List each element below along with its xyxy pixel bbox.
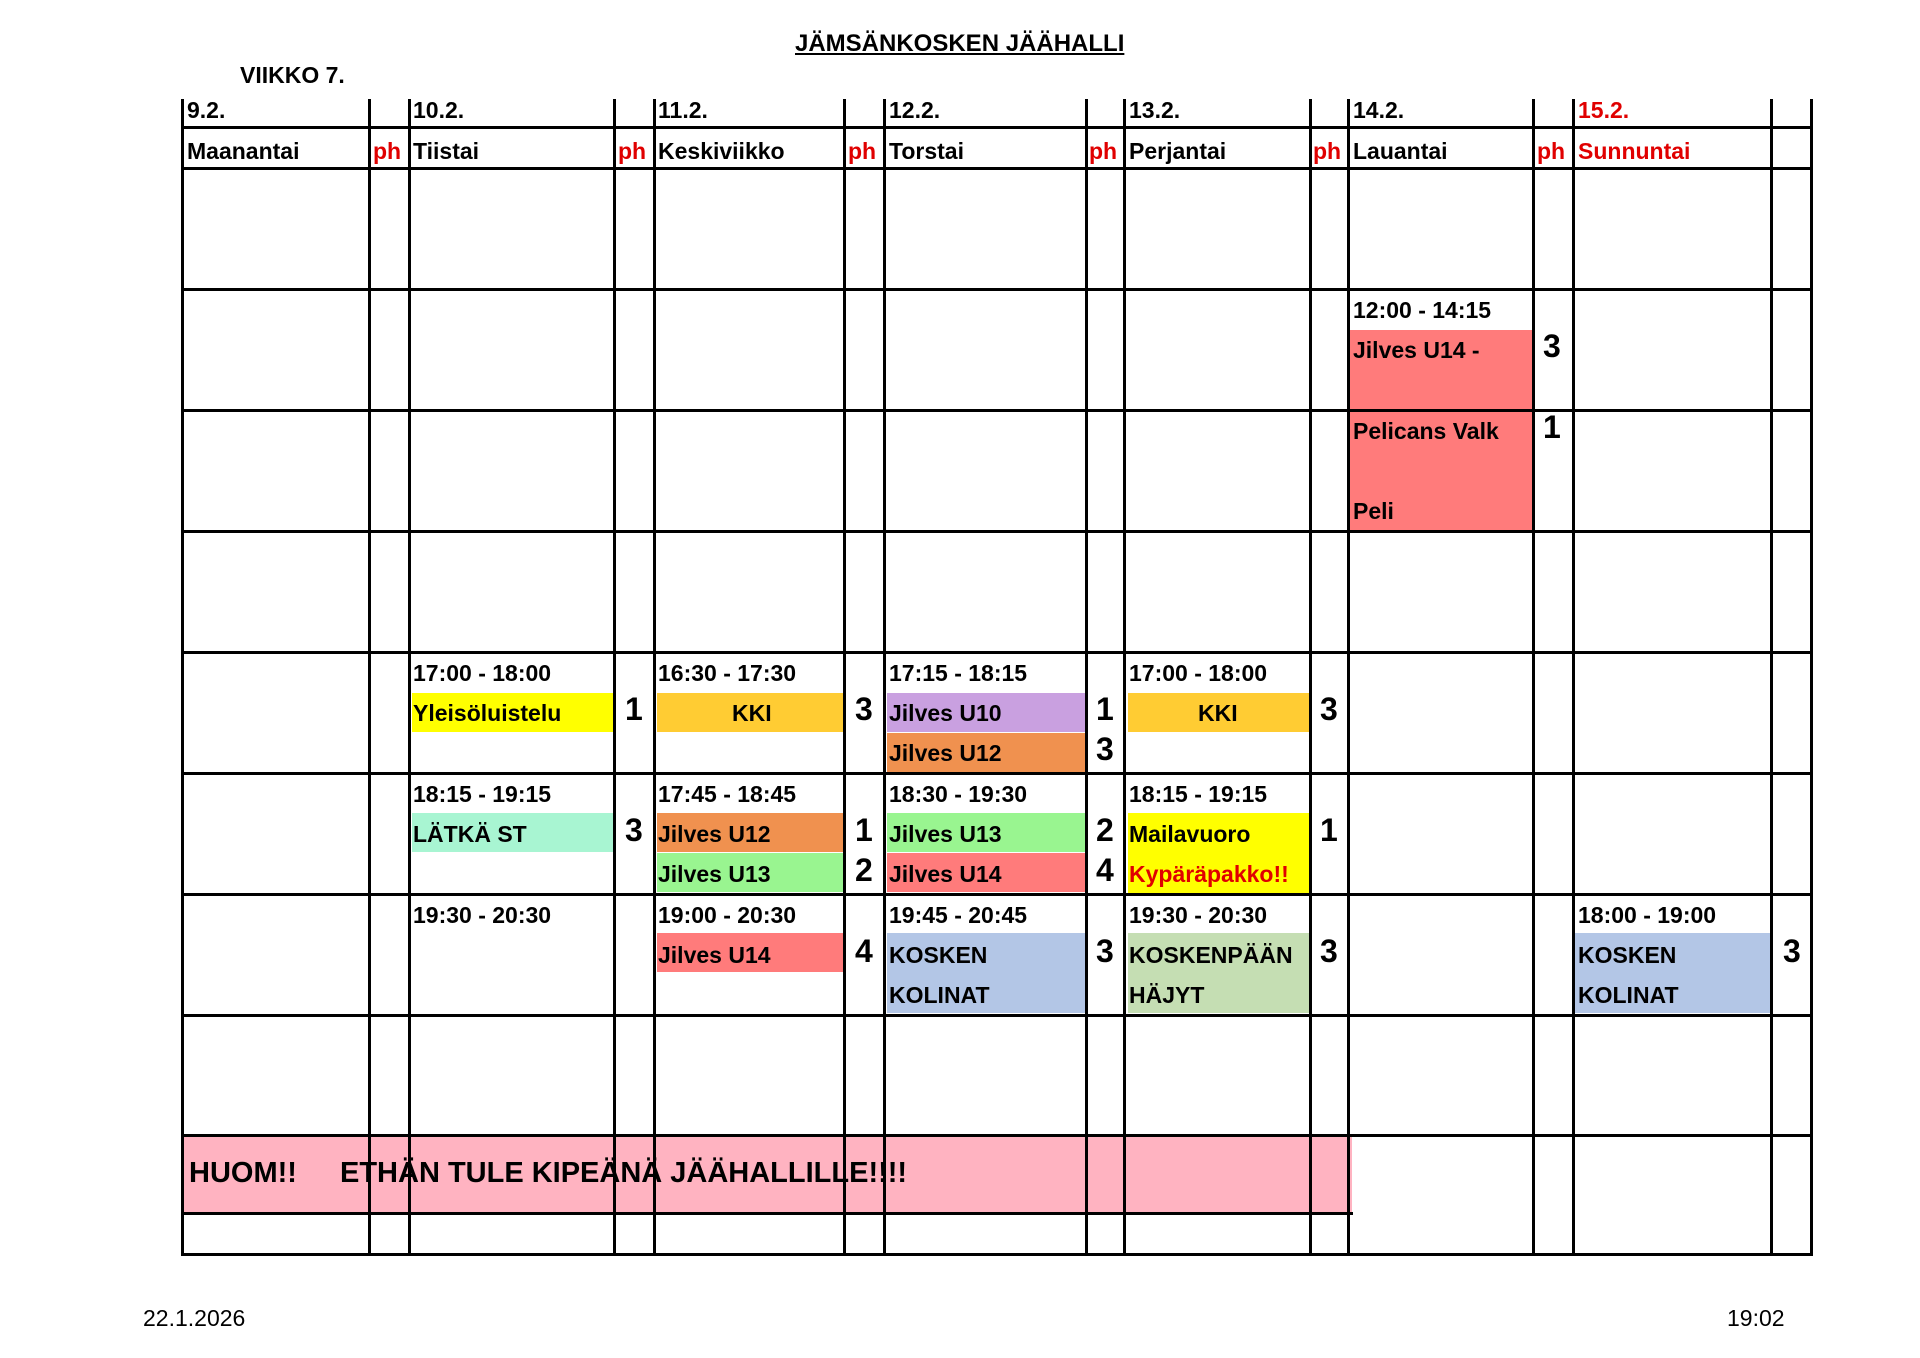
thu2-label-1: Jilves U13 [889,821,1002,847]
fri1-num: 3 [1320,691,1338,727]
fri3-label-2: HÄJYT [1129,982,1205,1008]
sat-label-2: Pelicans Valk [1353,418,1499,444]
wed1-label: KKI [732,700,772,726]
fri3-label-1: KOSKENPÄÄN [1129,942,1293,968]
week-label: VIIKKO 7. [240,62,345,88]
thu1-num-1: 1 [1096,691,1114,727]
tue2-label: LÄTKÄ ST [413,821,527,847]
notice-huom: HUOM!! [189,1157,297,1189]
thu2-label-2: Jilves U14 [889,861,1002,887]
thu2-num-2: 4 [1096,852,1114,888]
fri2-time: 18:15 - 19:15 [1129,781,1268,807]
ph-header: ph [1313,138,1342,164]
fri2-label-1: Mailavuoro [1129,821,1251,847]
thu1-num-2: 3 [1096,731,1114,767]
fri3-time: 19:30 - 20:30 [1129,902,1268,928]
sat-num-1: 3 [1543,328,1561,364]
tue1-label: Yleisöluistelu [413,700,562,726]
day-sat: Lauantai [1353,138,1448,164]
thu1-label-2: Jilves U12 [889,740,1002,766]
fri2-label-2: Kypäräpakko!! [1129,861,1289,887]
sat-num-2: 1 [1543,409,1561,445]
wed3-time: 19:00 - 20:30 [658,902,797,928]
date-wed: 11.2. [658,97,708,123]
date-thu: 12.2. [889,97,941,123]
fri3-num: 3 [1320,933,1338,969]
sat-label-3: Peli [1353,498,1394,524]
thu2-time: 18:30 - 19:30 [889,781,1028,807]
tue2-num: 3 [625,812,643,848]
tue3-time: 19:30 - 20:30 [413,902,552,928]
date-mon: 9.2. [187,97,226,123]
notice-text: ETHÄN TULE KIPEÄNÄ JÄÄHALLILLE!!!! [340,1157,908,1189]
day-fri: Perjantai [1129,138,1227,164]
sun-num: 3 [1783,933,1801,969]
ph-header: ph [848,138,877,164]
thu3-label-1: KOSKEN [889,942,988,968]
fri1-time: 17:00 - 18:00 [1129,660,1268,686]
day-thu: Torstai [889,138,964,164]
day-mon: Maanantai [187,138,300,164]
thu3-label-2: KOLINAT [889,982,990,1008]
wed3-num: 4 [855,933,873,969]
thu3-num: 3 [1096,933,1114,969]
wed2-num-2: 2 [855,852,873,888]
day-tue: Tiistai [413,138,480,164]
sun-time: 18:00 - 19:00 [1578,902,1717,928]
thu2-num-1: 2 [1096,812,1114,848]
page-title: JÄMSÄNKOSKEN JÄÄHALLI [795,30,1125,57]
thu3-time: 19:45 - 20:45 [889,902,1028,928]
sat-label-1: Jilves U14 - [1353,337,1480,363]
date-sun: 15.2. [1578,97,1630,123]
tue2-time: 18:15 - 19:15 [413,781,552,807]
sun-label-2: KOLINAT [1578,982,1679,1008]
date-sat: 14.2. [1353,97,1405,123]
wed1-time: 16:30 - 17:30 [658,660,797,686]
wed2-label-2: Jilves U13 [658,861,771,887]
date-fri: 13.2. [1129,97,1181,123]
tue1-num: 1 [625,691,643,727]
date-tue: 10.2. [413,97,465,123]
footer-date: 22.1.2026 [143,1305,246,1331]
sun-label-1: KOSKEN [1578,942,1677,968]
ph-header: ph [373,138,402,164]
ph-header: ph [1537,138,1566,164]
tue1-time: 17:00 - 18:00 [413,660,552,686]
thu1-label-1: Jilves U10 [889,700,1002,726]
day-wed: Keskiviikko [658,138,785,164]
thu1-time: 17:15 - 18:15 [889,660,1028,686]
footer-time: 19:02 [1727,1305,1785,1331]
sat-time: 12:00 - 14:15 [1353,297,1492,323]
ph-header: ph [618,138,647,164]
wed2-num-1: 1 [855,812,873,848]
wed2-time: 17:45 - 18:45 [658,781,797,807]
wed3-label: Jilves U14 [658,942,771,968]
ph-header: ph [1089,138,1118,164]
wed1-num: 3 [855,691,873,727]
fri1-label: KKI [1198,700,1238,726]
fri2-num: 1 [1320,812,1338,848]
day-sun: Sunnuntai [1578,138,1691,164]
wed2-label-1: Jilves U12 [658,821,771,847]
